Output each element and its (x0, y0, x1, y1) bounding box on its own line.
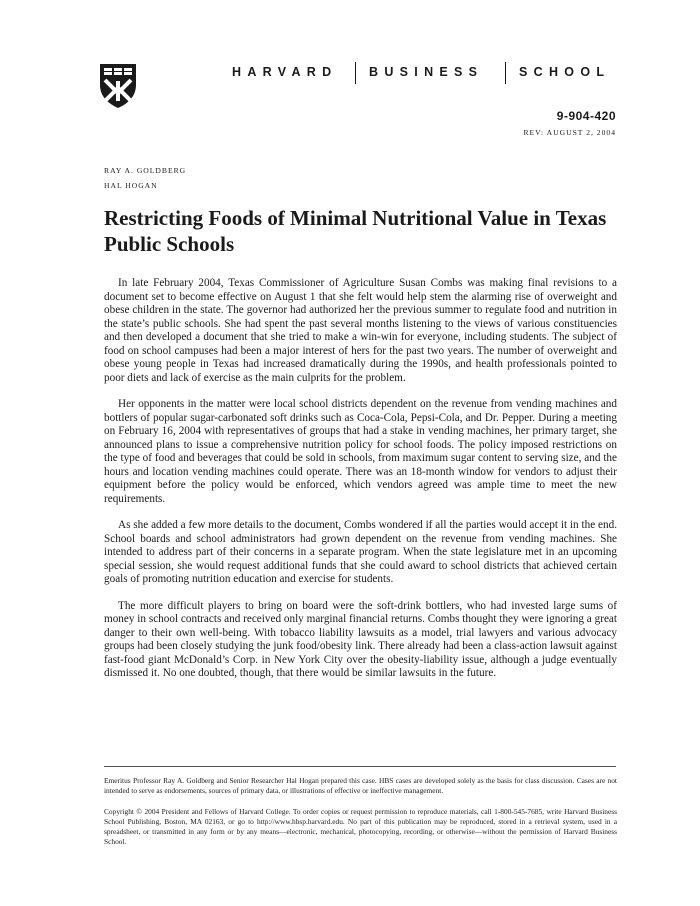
banner-word-harvard: HARVARD (232, 65, 338, 79)
banner-divider (355, 62, 356, 84)
banner-word-school: SCHOOL (519, 65, 611, 79)
revision-date: REV: AUGUST 2, 2004 (523, 128, 616, 137)
author-name: RAY A. GOLDBERG (104, 166, 187, 175)
body-paragraph: Her opponents in the matter were local school districts dependent on the revenue from vending machines and bottlers of popular sugar-carbonated soft drinks such as Coca-Cola, Pepsi-Cola, and Dr. Pepper. During a meeting on February 16, 2004 with representatives of groups that had a stake in vending machines, her primary target, she announced plans to issue a comprehensive nutrition policy for school foods. The policy imposed restrictions on the type of food and beverages that could be sold in schools, from maximum sugar content to serving size, and the hours and location vending machines could operate. There was an 18-month window for vendors to adjust their equipment before the policy would be enforced, which vendors agreed was ample time to meet the new requirements. (104, 398, 617, 505)
copyright-notice: Copyright © 2004 President and Fellows of Harvard College. To order copies or request permission to reproduce materials, call 1-800-545-7685, write Harvard Business School Publishing, Boston, MA 02163, or go to http://www.hbsp.harvard.edu. No part of this publication may be reproduced, stored in a retrieval system, used in a spreadsheet, or transmitted in any form or by any means—electronic, mechanical, photocopying, recording, or otherwise—without the permission of Harvard Business School. (104, 807, 617, 846)
author-name: HAL HOGAN (104, 181, 158, 190)
body-paragraph: In late February 2004, Texas Commissioner of Agriculture Susan Combs was making final revisions to a document set to become effective on August 1 that she felt would help stem the alarming rise of overweight and obese children in the state. The governor had authorized her the previous summer to regulate food and nutrition in the state’s public schools. She had spent the past several months listening to the views of various constituencies and then developed a document that she tried to make a win-win for everyone, including students. The subject of food on school campuses had been a major interest of hers for the past two years. The number of overweight and obese young people in Texas had increased dramatically during the 1990s, and health professionals pointed to poor diets and lack of exercise as the main culprits for the problem. (104, 277, 617, 384)
case-title: Restricting Foods of Minimal Nutritional Value in Texas Public Schools (104, 206, 607, 256)
body-paragraph: As she added a few more details to the document, Combs wondered if all the parties would accept it in the end. School boards and school administrators had grown dependent on the revenue from vending machines. She intended to address part of their concerns in a separate program. When the state legislature met in an upcoming special session, she would request additional funds that she could award to school districts that achieved certain goals of promoting nutrition education and exercise for students. (104, 519, 617, 585)
case-number: 9-904-420 (556, 109, 616, 123)
hbs-banner (232, 62, 622, 84)
banner-divider (505, 62, 506, 84)
footnote-divider (104, 766, 616, 767)
harvard-shield-icon (99, 63, 137, 109)
banner-word-business: BUSINESS (369, 65, 484, 79)
body-paragraph: The more difficult players to bring on board were the soft-drink bottlers, who had invested large sums of money in school contracts and received only marginal financial returns. Combs thought they were ignoring a great danger to their own well-being. With tobacco liability lawsuits as a model, trial lawyers and various advocacy groups had been closely studying the junk food/obesity link. There already had been a class-action lawsuit against fast-food giant McDonald’s Corp. in New York City over the obesity-liability issue, although a judge eventually dismissed it. No one doubted, though, that there would be similar lawsuits in the future. (104, 599, 617, 679)
author-note: Emeritus Professor Ray A. Goldberg and Senior Researcher Hal Hogan prepared this case. HBS cases are developed solely as the basis for class discussion. Cases are not intended to serve as endorsements, sources of primary data, or illustrations of effective or ineffective management. (104, 776, 617, 795)
body-text (104, 277, 617, 694)
